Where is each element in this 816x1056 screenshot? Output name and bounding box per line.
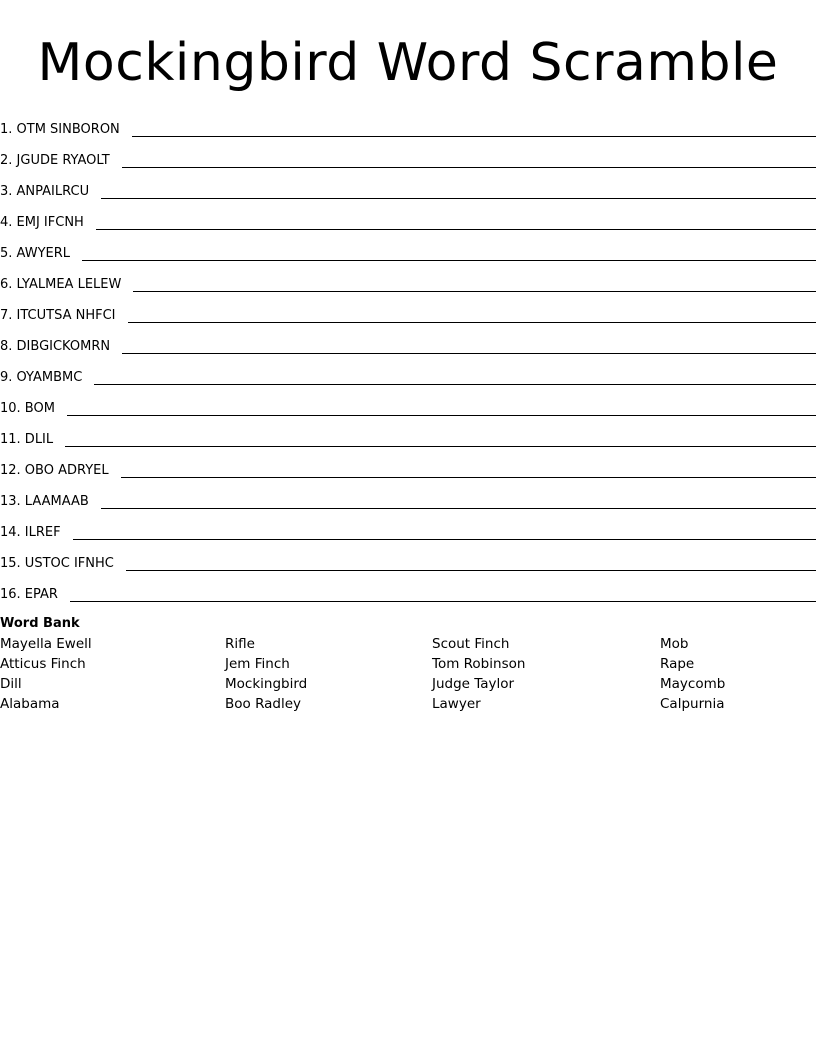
word-bank-item: Judge Taylor xyxy=(432,676,515,692)
word-bank-item: Jem Finch xyxy=(225,656,290,672)
word-bank-column xyxy=(432,634,525,714)
scrambled-word: 2. JGUDE RYAOLT xyxy=(0,153,110,168)
question-row xyxy=(0,139,816,170)
answer-line[interactable] xyxy=(132,136,816,137)
question-row xyxy=(0,542,816,573)
word-bank-item: Boo Radley xyxy=(225,696,302,712)
question-row xyxy=(0,232,816,263)
answer-line[interactable] xyxy=(126,570,816,571)
word-bank-column xyxy=(0,634,92,714)
word-bank-grid xyxy=(0,634,816,714)
scrambled-word: 14. ILREF xyxy=(0,525,61,540)
scrambled-word: 7. ITCUTSA NHFCI xyxy=(0,308,116,323)
word-bank-title: Word Bank xyxy=(0,616,80,631)
scrambled-word: 10. BOM xyxy=(0,401,55,416)
question-row xyxy=(0,294,816,325)
word-bank-item: Dill xyxy=(0,676,22,692)
answer-line[interactable] xyxy=(122,353,816,354)
question-row xyxy=(0,325,816,356)
word-bank-item: Tom Robinson xyxy=(432,656,526,672)
scrambled-word: 15. USTOC IFNHC xyxy=(0,556,114,571)
answer-line[interactable] xyxy=(121,477,816,478)
word-bank-column xyxy=(660,634,725,714)
word-bank-item: Lawyer xyxy=(432,696,481,712)
question-row xyxy=(0,356,816,387)
word-bank-item: Alabama xyxy=(0,696,60,712)
word-bank-item: Mockingbird xyxy=(225,676,308,692)
word-bank-column xyxy=(225,634,307,714)
word-bank-item: Mayella Ewell xyxy=(0,636,92,652)
answer-line[interactable] xyxy=(101,198,816,199)
question-row xyxy=(0,418,816,449)
question-row xyxy=(0,480,816,511)
question-row xyxy=(0,263,816,294)
word-bank xyxy=(0,614,816,714)
question-row xyxy=(0,573,816,604)
scrambled-word: 13. LAAMAAB xyxy=(0,494,89,509)
question-row xyxy=(0,108,816,139)
question-row xyxy=(0,449,816,480)
answer-line[interactable] xyxy=(122,167,816,168)
scrambled-word: 1. OTM SINBORON xyxy=(0,122,120,137)
question-row xyxy=(0,170,816,201)
answer-line[interactable] xyxy=(128,322,816,323)
question-row xyxy=(0,201,816,232)
question-list xyxy=(0,108,816,604)
scrambled-word: 5. AWYERL xyxy=(0,246,71,261)
word-bank-item: Maycomb xyxy=(660,676,726,692)
word-bank-item: Rifle xyxy=(225,636,255,652)
answer-line[interactable] xyxy=(67,415,816,416)
answer-line[interactable] xyxy=(82,260,816,261)
answer-line[interactable] xyxy=(65,446,816,447)
word-bank-item: Rape xyxy=(660,656,695,672)
answer-line[interactable] xyxy=(101,508,816,509)
word-bank-item: Atticus Finch xyxy=(0,656,86,672)
answer-line[interactable] xyxy=(94,384,816,385)
question-row xyxy=(0,511,816,542)
answer-line[interactable] xyxy=(133,291,816,292)
scrambled-word: 9. OYAMBMC xyxy=(0,370,83,385)
answer-line[interactable] xyxy=(70,601,816,602)
answer-line[interactable] xyxy=(96,229,816,230)
scrambled-word: 6. LYALMEA LELEW xyxy=(0,277,122,292)
word-bank-item: Mob xyxy=(660,636,689,652)
scrambled-word: 11. DLIL xyxy=(0,432,54,447)
scrambled-word: 8. DIBGICKOMRN xyxy=(0,339,111,354)
scrambled-word: 12. OBO ADRYEL xyxy=(0,463,109,478)
scrambled-word: 3. ANPAILRCU xyxy=(0,184,90,199)
word-bank-item: Calpurnia xyxy=(660,696,725,712)
question-row xyxy=(0,387,816,418)
scrambled-word: 16. EPAR xyxy=(0,587,58,602)
scrambled-word: 4. EMJ IFCNH xyxy=(0,215,84,230)
word-bank-item: Scout Finch xyxy=(432,636,510,652)
answer-line[interactable] xyxy=(73,539,816,540)
page-title: Mockingbird Word Scramble xyxy=(37,33,779,93)
